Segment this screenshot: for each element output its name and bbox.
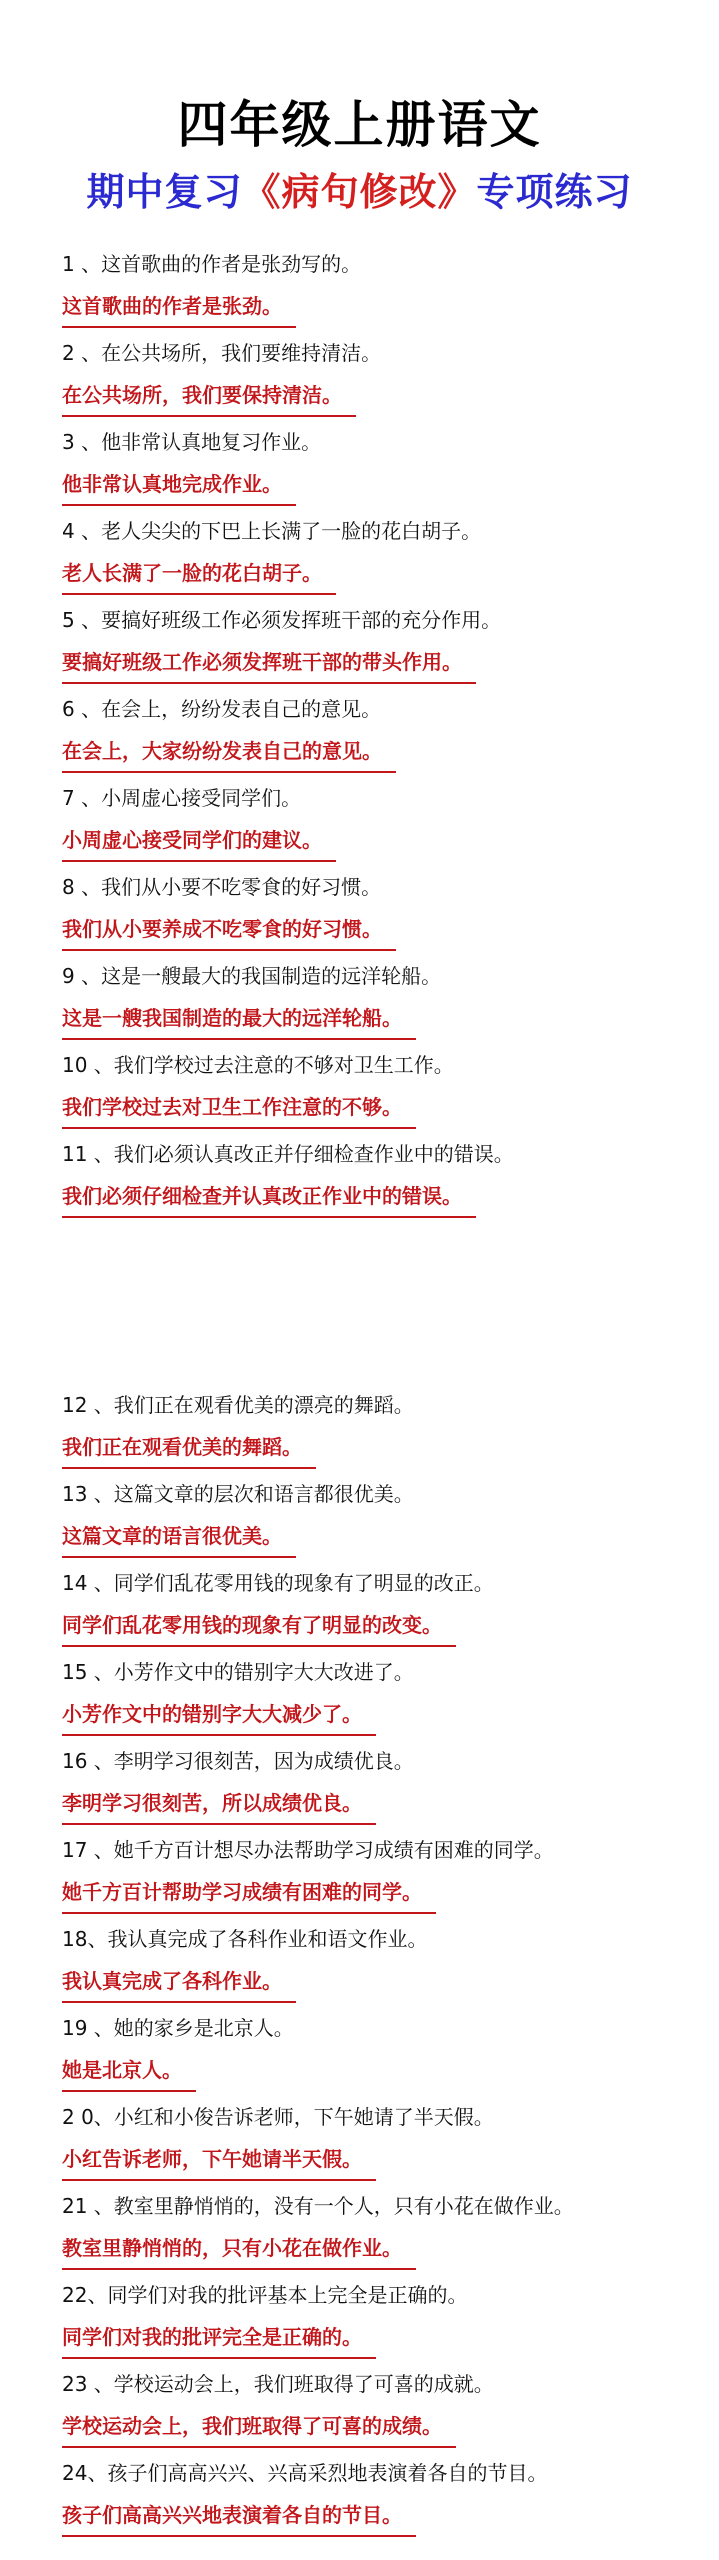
question-text: 24、孩子们高高兴兴、兴高采烈地表演着各自的节目。: [62, 2461, 548, 2485]
question-text: 18、我认真完成了各科作业和语文作业。: [62, 1927, 428, 1951]
answer-text: 她是北京人。: [62, 2050, 196, 2092]
question-text: 22、同学们对我的批评基本上完全是正确的。: [62, 2283, 468, 2307]
answer-text: 在会上，大家纷纷发表自己的意见。: [62, 731, 396, 773]
answer-text: 小周虚心接受同学们的建议。: [62, 820, 336, 862]
exercise-item: [62, 2184, 695, 2273]
exercise-item: [62, 242, 695, 331]
exercise-item: [62, 2006, 695, 2095]
exercise-item: [62, 1472, 695, 1561]
subtitle-suffix: 专项练习: [476, 170, 633, 214]
answer-text: 教室里静悄悄的，只有小花在做作业。: [62, 2228, 416, 2270]
question-text: 15 、小芳作文中的错别字大大改进了。: [62, 1660, 414, 1684]
exercise-item: [62, 776, 695, 865]
question-text: 1 、这首歌曲的作者是张劲写的。: [62, 252, 362, 276]
answer-text: 这首歌曲的作者是张劲。: [62, 286, 296, 328]
answer-text: 这是一艘我国制造的最大的远洋轮船。: [62, 998, 416, 1040]
exercise-item: [62, 1561, 695, 1650]
exercise-item: [62, 420, 695, 509]
question-text: 13 、这篇文章的层次和语言都很优美。: [62, 1482, 414, 1506]
subtitle-highlight: 《病句修改》: [242, 170, 477, 214]
question-text: 11 、我们必须认真改正并仔细检查作业中的错误。: [62, 1142, 514, 1166]
answer-text: 同学们乱花零用钱的现象有了明显的改变。: [62, 1605, 456, 1647]
question-text: 16 、李明学习很刻苦，因为成绩优良。: [62, 1749, 414, 1773]
answer-text: 孩子们高高兴兴地表演着各自的节目。: [62, 2495, 416, 2537]
exercise-item: [62, 331, 695, 420]
question-text: 12 、我们正在观看优美的漂亮的舞蹈。: [62, 1393, 414, 1417]
answer-text: 学校运动会上，我们班取得了可喜的成绩。: [62, 2406, 456, 2448]
answer-text: 同学们对我的批评完全是正确的。: [62, 2317, 376, 2359]
exercise-item: [62, 509, 695, 598]
answer-text: 我们正在观看优美的舞蹈。: [62, 1427, 316, 1469]
question-text: 10 、我们学校过去注意的不够对卫生工作。: [62, 1053, 454, 1077]
answer-text: 在公共场所，我们要保持清洁。: [62, 375, 356, 417]
exercise-section-2: [62, 1383, 695, 2540]
answer-text: 我们必须仔细检查并认真改正作业中的错误。: [62, 1176, 476, 1218]
question-text: 5 、要搞好班级工作必须发挥班干部的充分作用。: [62, 608, 502, 632]
question-text: 19 、她的家乡是北京人。: [62, 2016, 294, 2040]
exercise-item: [62, 1739, 695, 1828]
exercise-item: [62, 1828, 695, 1917]
answer-text: 要搞好班级工作必须发挥班干部的带头作用。: [62, 642, 476, 684]
answer-text: 李明学习很刻苦，所以成绩优良。: [62, 1783, 376, 1825]
answer-text: 她千方百计帮助学习成绩有困难的同学。: [62, 1872, 436, 1914]
answer-text: 他非常认真地完成作业。: [62, 464, 296, 506]
answer-text: 小芳作文中的错别字大大减少了。: [62, 1694, 376, 1736]
page-subtitle: [0, 164, 719, 220]
answer-text: 小红告诉老师，下午她请半天假。: [62, 2139, 376, 2181]
exercise-section-1: [62, 242, 695, 1221]
question-text: 2 、在公共场所，我们要维持清洁。: [62, 341, 382, 365]
exercise-item: [62, 865, 695, 954]
exercise-item: [62, 2095, 695, 2184]
answer-text: 老人长满了一脸的花白胡子。: [62, 553, 336, 595]
exercise-item: [62, 2362, 695, 2451]
exercise-item: [62, 1383, 695, 1472]
question-text: 21 、教室里静悄悄的，没有一个人，只有小花在做作业。: [62, 2194, 574, 2218]
question-text: 17 、她千方百计想尽办法帮助学习成绩有困难的同学。: [62, 1838, 554, 1862]
exercise-item: [62, 2451, 695, 2540]
answer-text: 我认真完成了各科作业。: [62, 1961, 296, 2003]
exercise-item: [62, 954, 695, 1043]
page-title: 四年级上册语文: [177, 96, 542, 154]
exercise-item: [62, 2273, 695, 2362]
exercise-item: [62, 1917, 695, 2006]
question-text: 6 、在会上，纷纷发表自己的意见。: [62, 697, 382, 721]
answer-text: 我们学校过去对卫生工作注意的不够。: [62, 1087, 416, 1129]
question-text: 23 、学校运动会上，我们班取得了可喜的成就。: [62, 2372, 494, 2396]
question-text: 3 、他非常认真地复习作业。: [62, 430, 322, 454]
question-text: 4 、老人尖尖的下巴上长满了一脸的花白胡子。: [62, 519, 482, 543]
exercise-item: [62, 1043, 695, 1132]
exercise-item: [62, 1650, 695, 1739]
answer-text: 我们从小要养成不吃零食的好习惯。: [62, 909, 396, 951]
question-text: 14 、同学们乱花零用钱的现象有了明显的改正。: [62, 1571, 494, 1595]
subtitle-prefix: 期中复习: [86, 170, 243, 214]
exercise-item: [62, 687, 695, 776]
question-text: 8 、我们从小要不吃零食的好习惯。: [62, 875, 382, 899]
question-text: 7 、小周虚心接受同学们。: [62, 786, 302, 810]
answer-text: 这篇文章的语言很优美。: [62, 1516, 296, 1558]
question-text: 9 、这是一艘最大的我国制造的远洋轮船。: [62, 964, 442, 988]
exercise-item: [62, 1132, 695, 1221]
exercise-item: [62, 598, 695, 687]
question-text: 2 0、小红和小俊告诉老师，下午她请了半天假。: [62, 2105, 494, 2129]
